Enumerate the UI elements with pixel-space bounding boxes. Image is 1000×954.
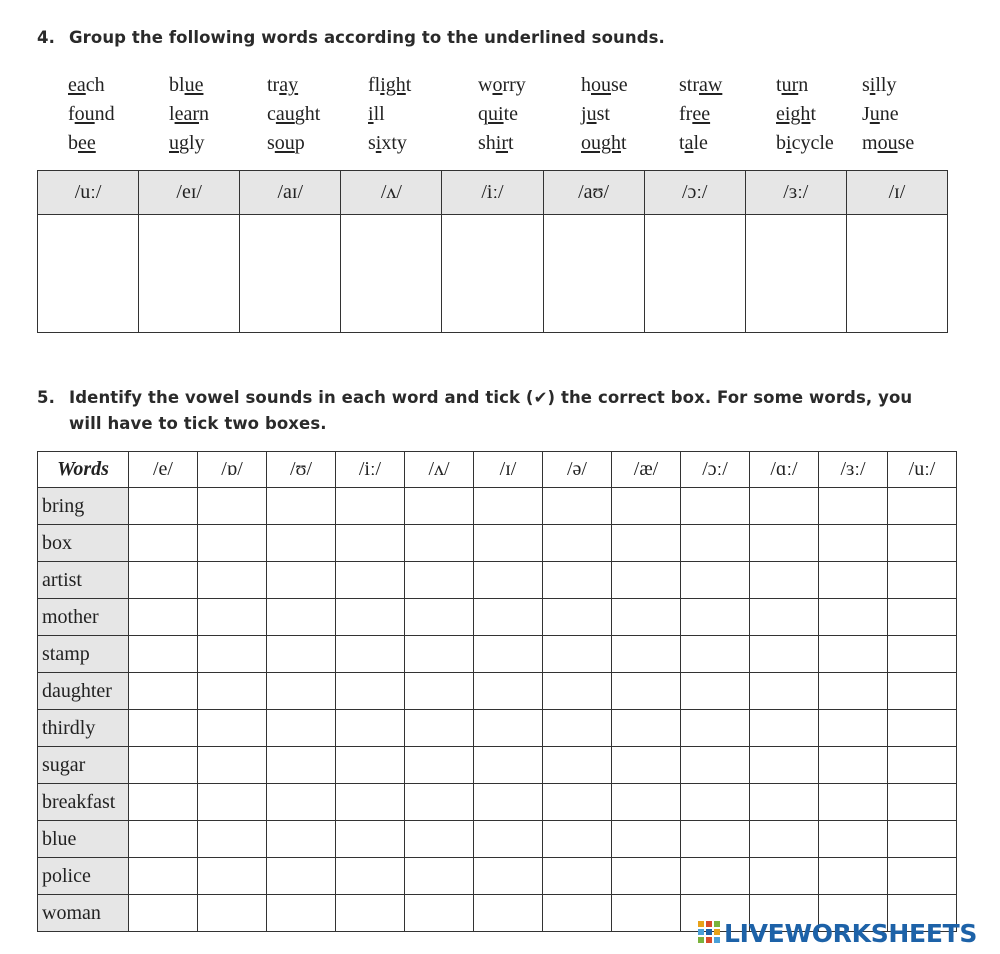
tick-box[interactable]: [198, 488, 267, 525]
tick-box[interactable]: [543, 488, 612, 525]
tick-box[interactable]: [681, 784, 750, 821]
underlined-sound: ear: [174, 103, 199, 125]
tick-box[interactable]: [474, 747, 543, 784]
tick-box[interactable]: [267, 673, 336, 710]
liveworksheets-logo-icon: [697, 920, 721, 946]
tick-box[interactable]: [198, 784, 267, 821]
word-label: stamp: [38, 636, 129, 673]
tick-box[interactable]: [198, 895, 267, 932]
tick-box[interactable]: [612, 525, 681, 562]
underlined-sound: u: [869, 103, 880, 125]
word-item: ought: [581, 132, 627, 154]
tick-box[interactable]: [543, 895, 612, 932]
tick-box[interactable]: [129, 562, 198, 599]
exercise-5-number: 5.: [37, 388, 55, 407]
word-label: box: [38, 525, 129, 562]
tick-box[interactable]: [474, 895, 543, 932]
tick-box[interactable]: [336, 821, 405, 858]
word-item: soup: [267, 132, 305, 154]
vowel-header-row: [38, 452, 957, 488]
tick-box[interactable]: [129, 895, 198, 932]
word-column: [267, 71, 367, 158]
tick-box[interactable]: [267, 488, 336, 525]
tick-box[interactable]: [612, 599, 681, 636]
tick-box[interactable]: [336, 562, 405, 599]
underlined-sound: igh: [380, 74, 406, 96]
answer-cell[interactable]: [341, 215, 442, 333]
tick-box[interactable]: [336, 895, 405, 932]
word-item: straw: [679, 74, 723, 96]
vowel-header: /ɑː/: [750, 452, 819, 488]
tick-box[interactable]: [474, 858, 543, 895]
word-row: [38, 858, 957, 895]
vowel-header: /iː/: [336, 452, 405, 488]
word-item: house: [581, 74, 628, 96]
tick-box[interactable]: [267, 747, 336, 784]
tick-box[interactable]: [750, 673, 819, 710]
tick-box[interactable]: [267, 895, 336, 932]
tick-box[interactable]: [405, 525, 474, 562]
tick-box[interactable]: [888, 599, 957, 636]
tick-box[interactable]: [267, 858, 336, 895]
underlined-sound: ou: [274, 132, 295, 154]
tick-box[interactable]: [888, 525, 957, 562]
underlined-sound: ough: [581, 132, 621, 154]
tick-box[interactable]: [198, 636, 267, 673]
tick-box[interactable]: [819, 599, 888, 636]
tick-box[interactable]: [681, 599, 750, 636]
tick-box[interactable]: [405, 562, 474, 599]
underlined-sound: ee: [78, 132, 96, 154]
tick-box[interactable]: [612, 488, 681, 525]
word-row: [38, 599, 957, 636]
tick-box[interactable]: [198, 747, 267, 784]
tick-box[interactable]: [612, 747, 681, 784]
tick-box[interactable]: [267, 784, 336, 821]
tick-box[interactable]: [198, 821, 267, 858]
word-row: [38, 747, 957, 784]
underlined-sound: u: [586, 103, 597, 125]
tick-box[interactable]: [888, 747, 957, 784]
tick-box[interactable]: [543, 525, 612, 562]
tick-box[interactable]: [129, 525, 198, 562]
tick-box[interactable]: [336, 599, 405, 636]
exercise-4-instruction: Group the following words according to the underlined sounds.: [69, 28, 665, 47]
tick-box[interactable]: [888, 821, 957, 858]
word-column: [478, 71, 578, 158]
liveworksheets-logo: [697, 916, 977, 950]
word-column: [862, 71, 962, 158]
tick-box[interactable]: [129, 599, 198, 636]
vowel-header: /ɜː/: [819, 452, 888, 488]
tick-box[interactable]: [474, 784, 543, 821]
tick-box[interactable]: [681, 673, 750, 710]
tick-box[interactable]: [750, 858, 819, 895]
tick-box[interactable]: [612, 858, 681, 895]
tick-box[interactable]: [405, 636, 474, 673]
tick-box[interactable]: [750, 784, 819, 821]
word-item: June: [862, 103, 899, 125]
tick-box[interactable]: [198, 673, 267, 710]
vowel-header: /uː/: [888, 452, 957, 488]
tick-box[interactable]: [543, 562, 612, 599]
word-item: free: [679, 103, 711, 125]
word-column: [368, 71, 468, 158]
tick-box[interactable]: [267, 710, 336, 747]
answer-cell[interactable]: [139, 215, 240, 333]
tick-box[interactable]: [819, 710, 888, 747]
tick-box[interactable]: [888, 784, 957, 821]
tick-box[interactable]: [888, 858, 957, 895]
tick-box[interactable]: [819, 747, 888, 784]
tick-box[interactable]: [612, 673, 681, 710]
tick-box[interactable]: [129, 636, 198, 673]
word-label: bring: [38, 488, 129, 525]
underlined-sound: ur: [781, 74, 799, 96]
tick-box[interactable]: [129, 784, 198, 821]
word-item: tray: [267, 74, 299, 96]
word-row: [38, 488, 957, 525]
underlined-sound: ui: [488, 103, 504, 125]
word-label: woman: [38, 895, 129, 932]
answer-cell[interactable]: [745, 215, 846, 333]
word-row: [38, 821, 957, 858]
exercise-5-instruction-line2: will have to tick two boxes.: [69, 414, 327, 433]
tick-box[interactable]: [750, 821, 819, 858]
tick-box[interactable]: [819, 858, 888, 895]
underlined-sound: i: [786, 132, 792, 154]
tick-box[interactable]: [750, 747, 819, 784]
exercise-5-table: [37, 451, 957, 932]
vowel-header: /ɪ/: [474, 452, 543, 488]
word-item: learn: [169, 103, 209, 125]
tick-box[interactable]: [198, 710, 267, 747]
tick-box[interactable]: [612, 895, 681, 932]
underlined-sound: u: [169, 132, 179, 154]
tick-box[interactable]: [612, 784, 681, 821]
sound-header: /ɪ/: [846, 171, 947, 215]
underlined-sound: ou: [74, 103, 95, 125]
exercise-4-number: 4.: [37, 28, 55, 47]
tick-box[interactable]: [405, 710, 474, 747]
tick-box[interactable]: [129, 858, 198, 895]
word-row: [38, 710, 957, 747]
tick-box[interactable]: [750, 562, 819, 599]
tick-box[interactable]: [888, 710, 957, 747]
underlined-sound: ou: [877, 132, 898, 154]
tick-box[interactable]: [819, 784, 888, 821]
word-column: [679, 71, 779, 158]
answer-cell[interactable]: [543, 215, 644, 333]
vowel-header: /ɒ/: [198, 452, 267, 488]
tick-box[interactable]: [750, 710, 819, 747]
underlined-sound: ir: [495, 132, 509, 154]
word-item: blue: [169, 74, 204, 96]
tick-box[interactable]: [612, 562, 681, 599]
tick-box[interactable]: [405, 673, 474, 710]
answer-row: [38, 215, 948, 333]
exercise-4-table: [37, 170, 948, 333]
tick-box[interactable]: [543, 599, 612, 636]
tick-box[interactable]: [750, 636, 819, 673]
word-row: [38, 525, 957, 562]
tick-box[interactable]: [819, 562, 888, 599]
vowel-header: /ʌ/: [405, 452, 474, 488]
word-item: each: [68, 74, 105, 96]
word-label: breakfast: [38, 784, 129, 821]
tick-box[interactable]: [129, 710, 198, 747]
tick-box[interactable]: [681, 562, 750, 599]
sound-header: /ɔː/: [644, 171, 745, 215]
logo-text: LIVEWORKSHEETS: [724, 918, 978, 948]
underlined-sound: eigh: [776, 103, 811, 125]
word-item: ugly: [169, 132, 205, 154]
tick-box[interactable]: [474, 562, 543, 599]
tick-box[interactable]: [543, 784, 612, 821]
word-item: just: [581, 103, 610, 125]
tick-box[interactable]: [198, 858, 267, 895]
tick-box[interactable]: [543, 673, 612, 710]
word-column: [581, 71, 681, 158]
tick-box[interactable]: [819, 636, 888, 673]
tick-box[interactable]: [198, 562, 267, 599]
tick-box[interactable]: [267, 562, 336, 599]
vowel-header: /e/: [129, 452, 198, 488]
tick-box[interactable]: [612, 636, 681, 673]
tick-box[interactable]: [336, 784, 405, 821]
tick-box[interactable]: [750, 488, 819, 525]
tick-box[interactable]: [405, 599, 474, 636]
tick-box[interactable]: [405, 488, 474, 525]
word-label: sugar: [38, 747, 129, 784]
word-label: police: [38, 858, 129, 895]
word-item: sixty: [368, 132, 407, 154]
word-item: worry: [478, 74, 526, 96]
vowel-header: /ə/: [543, 452, 612, 488]
underlined-sound: i: [375, 132, 382, 154]
answer-cell[interactable]: [644, 215, 745, 333]
tick-box[interactable]: [681, 858, 750, 895]
tick-box[interactable]: [819, 488, 888, 525]
word-item: quite: [478, 103, 518, 125]
tick-box[interactable]: [888, 636, 957, 673]
word-label: blue: [38, 821, 129, 858]
tick-box[interactable]: [612, 821, 681, 858]
sound-header-row: [38, 171, 948, 215]
tick-box[interactable]: [474, 488, 543, 525]
tick-box[interactable]: [543, 821, 612, 858]
tick-box[interactable]: [474, 821, 543, 858]
tick-box[interactable]: [474, 525, 543, 562]
sound-header: /aɪ/: [240, 171, 341, 215]
underlined-sound: o: [492, 74, 503, 96]
vowel-header: /æ/: [612, 452, 681, 488]
answer-cell[interactable]: [846, 215, 947, 333]
tick-box[interactable]: [336, 710, 405, 747]
word-column: [776, 71, 876, 158]
words-column-header: Words: [38, 452, 129, 488]
word-item: caught: [267, 103, 321, 125]
vowel-header: /ʊ/: [267, 452, 336, 488]
word-label: daughter: [38, 673, 129, 710]
tick-box[interactable]: [336, 488, 405, 525]
word-item: mouse: [862, 132, 915, 154]
underlined-sound: i: [869, 74, 876, 96]
tick-box[interactable]: [405, 747, 474, 784]
word-item: silly: [862, 74, 897, 96]
sound-header: /uː/: [38, 171, 139, 215]
vowel-header: /ɔː/: [681, 452, 750, 488]
tick-box[interactable]: [267, 599, 336, 636]
tick-box[interactable]: [336, 858, 405, 895]
tick-box[interactable]: [405, 858, 474, 895]
tick-box[interactable]: [681, 488, 750, 525]
word-item: ill: [368, 103, 385, 125]
word-column: [169, 71, 269, 158]
tick-box[interactable]: [129, 488, 198, 525]
tick-box[interactable]: [267, 636, 336, 673]
tick-box[interactable]: [888, 562, 957, 599]
answer-cell[interactable]: [38, 215, 139, 333]
tick-box[interactable]: [543, 636, 612, 673]
word-item: found: [68, 103, 115, 125]
word-label: thirdly: [38, 710, 129, 747]
tick-box[interactable]: [543, 747, 612, 784]
word-row: [38, 673, 957, 710]
sound-header: /ɜː/: [745, 171, 846, 215]
word-item: eight: [776, 103, 816, 125]
tick-box[interactable]: [750, 599, 819, 636]
tick-box[interactable]: [681, 710, 750, 747]
word-item: tale: [679, 132, 708, 154]
tick-box[interactable]: [543, 858, 612, 895]
exercise-4-heading: [37, 28, 665, 47]
tick-box[interactable]: [129, 673, 198, 710]
tick-box[interactable]: [129, 747, 198, 784]
tick-box[interactable]: [819, 673, 888, 710]
word-row: [38, 784, 957, 821]
tick-box[interactable]: [405, 784, 474, 821]
underlined-sound: ue: [184, 74, 204, 96]
tick-box[interactable]: [405, 895, 474, 932]
tick-box[interactable]: [198, 525, 267, 562]
tick-box[interactable]: [819, 525, 888, 562]
underlined-sound: a: [684, 132, 694, 154]
answer-cell[interactable]: [240, 215, 341, 333]
tick-box[interactable]: [129, 821, 198, 858]
tick-box[interactable]: [336, 636, 405, 673]
tick-box[interactable]: [888, 488, 957, 525]
tick-box[interactable]: [681, 636, 750, 673]
exercise-5-heading: [37, 385, 912, 437]
underlined-sound: aw: [699, 74, 723, 96]
underlined-sound: ay: [279, 74, 299, 96]
tick-box[interactable]: [681, 747, 750, 784]
word-column: [68, 71, 168, 158]
tick-box[interactable]: [267, 525, 336, 562]
answer-cell[interactable]: [442, 215, 543, 333]
tick-box[interactable]: [543, 710, 612, 747]
word-item: turn: [776, 74, 809, 96]
word-row: [38, 562, 957, 599]
tick-box[interactable]: [681, 525, 750, 562]
underlined-sound: au: [275, 103, 295, 125]
tick-box[interactable]: [681, 821, 750, 858]
underlined-sound: i: [368, 103, 374, 125]
sound-header: /aʊ/: [543, 171, 644, 215]
exercise-5-instruction-line1: Identify the vowel sounds in each word and tick (✔) the correct box. For some words, you: [69, 388, 913, 407]
word-row: [38, 636, 957, 673]
tick-box[interactable]: [750, 525, 819, 562]
word-item: shirt: [478, 132, 514, 154]
tick-box[interactable]: [474, 636, 543, 673]
tick-box[interactable]: [474, 599, 543, 636]
underlined-sound: ee: [692, 103, 711, 125]
word-label: artist: [38, 562, 129, 599]
tick-box[interactable]: [888, 673, 957, 710]
sound-header: /ʌ/: [341, 171, 442, 215]
tick-box[interactable]: [819, 821, 888, 858]
tick-box[interactable]: [336, 525, 405, 562]
tick-box[interactable]: [405, 821, 474, 858]
tick-box[interactable]: [198, 599, 267, 636]
word-item: bicycle: [776, 132, 834, 154]
tick-box[interactable]: [474, 673, 543, 710]
sound-header: /eɪ/: [139, 171, 240, 215]
word-item: flight: [368, 74, 412, 96]
underlined-sound: ea: [68, 74, 86, 96]
tick-box[interactable]: [336, 747, 405, 784]
tick-box[interactable]: [474, 710, 543, 747]
word-item: bee: [68, 132, 96, 154]
tick-box[interactable]: [612, 710, 681, 747]
word-label: mother: [38, 599, 129, 636]
tick-box[interactable]: [336, 673, 405, 710]
sound-header: /iː/: [442, 171, 543, 215]
tick-box[interactable]: [267, 821, 336, 858]
underlined-sound: ou: [591, 74, 611, 96]
